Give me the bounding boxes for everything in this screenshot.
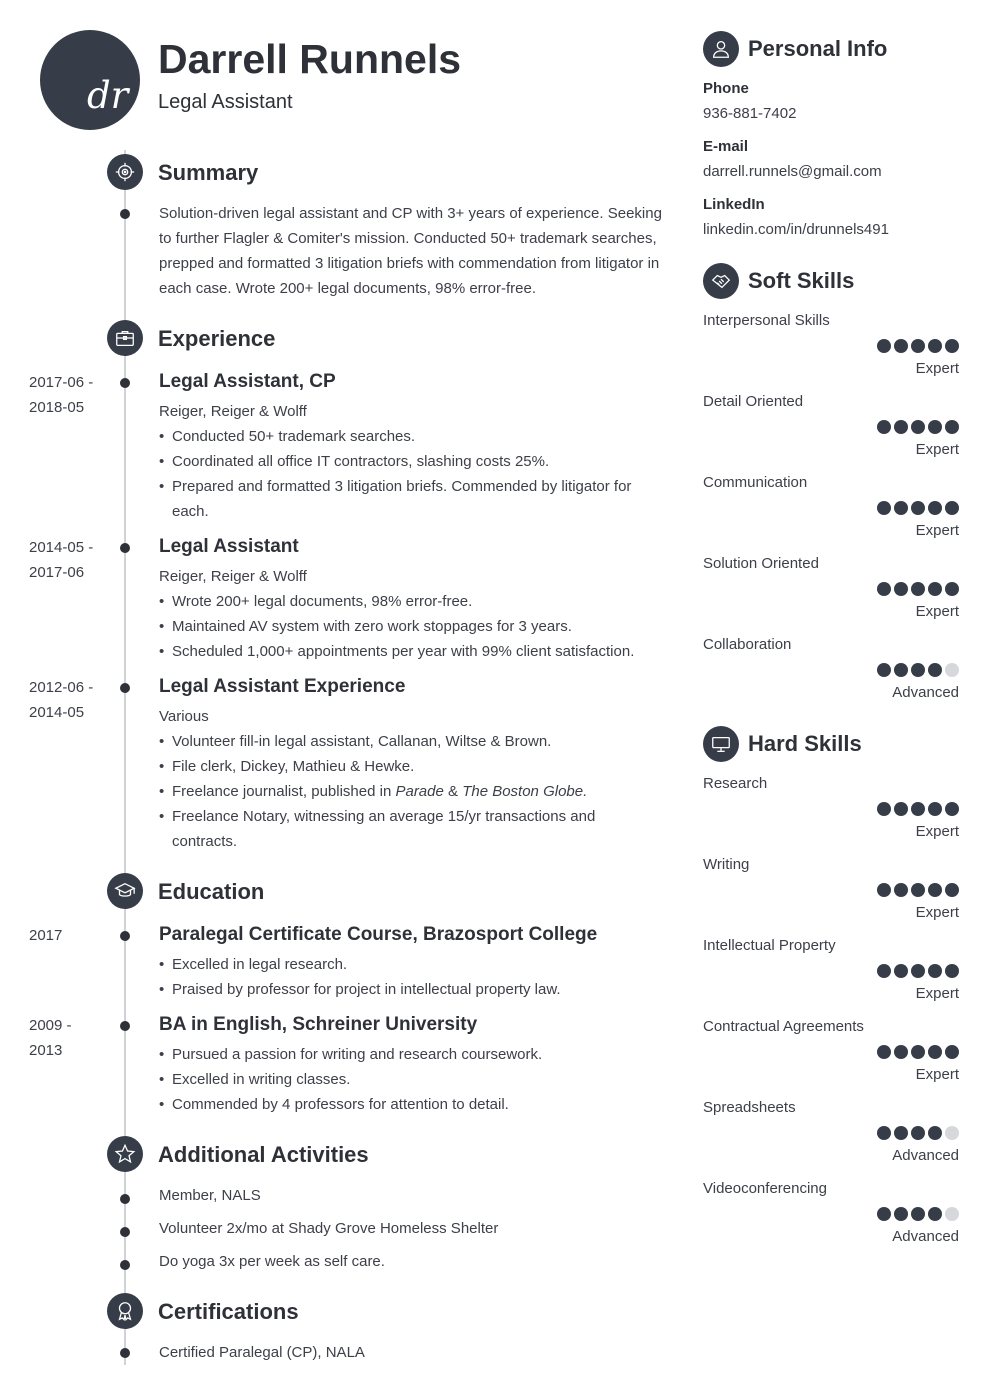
- summary-text: Solution-driven legal assistant and CP with 3+ years of experience. Seeking to further Flagler & Comiter's mission. Conducted 50+ trademark searches, prepped and formatted 3 litigation briefs with commendation from litigator in each case. Wrote 200+ legal documents, 98% error-free.: [159, 205, 662, 297]
- skill-rating: [877, 1126, 959, 1140]
- rating-dot-filled: [928, 339, 942, 353]
- rating-dot-filled: [945, 1045, 959, 1059]
- education-heading: Education: [158, 879, 265, 904]
- rating-dot-filled: [894, 1207, 908, 1221]
- job-date-start: 2014-05 -: [29, 539, 94, 556]
- rating-dot-filled: [945, 883, 959, 897]
- job-bullet: • Freelance Notary, witnessing an average 15/yr transactions and contracts.: [159, 804, 639, 854]
- activity-item: Member, NALS: [159, 1187, 261, 1204]
- rating-dot-filled: [877, 802, 891, 816]
- skill-name: Solution Oriented: [703, 555, 819, 572]
- hard-skills-heading: Hard Skills: [748, 731, 862, 756]
- rating-dot-filled: [894, 663, 908, 677]
- edu-title: Paralegal Certificate Course, Brazosport College: [159, 924, 598, 945]
- rating-dot-filled: [894, 802, 908, 816]
- rating-dot-filled: [911, 420, 925, 434]
- rating-dot-filled: [928, 582, 942, 596]
- rating-dot-filled: [945, 582, 959, 596]
- job-date-start: 2017-06 -: [29, 374, 94, 391]
- rating-dot-filled: [894, 420, 908, 434]
- rating-dot-filled: [877, 420, 891, 434]
- candidate-name: Darrell Runnels: [158, 36, 462, 82]
- skill-rating: [877, 802, 959, 816]
- certifications-heading: Certifications: [158, 1299, 299, 1324]
- skill-name: Contractual Agreements: [703, 1018, 864, 1035]
- rating-dot-filled: [911, 501, 925, 515]
- rating-dot-filled: [928, 501, 942, 515]
- initials-text: dr: [87, 74, 129, 117]
- email-value: darrell.runnels@gmail.com: [703, 163, 882, 180]
- skill-rating: [877, 663, 959, 677]
- rating-dot-empty: [945, 1207, 959, 1221]
- activity-item: Volunteer 2x/mo at Shady Grove Homeless Shelter: [159, 1220, 499, 1237]
- timeline-dot: [120, 378, 130, 388]
- job-company: Reiger, Reiger & Wolff: [159, 568, 307, 585]
- rating-dot-filled: [911, 802, 925, 816]
- rating-dot-filled: [894, 582, 908, 596]
- edu-bullet: • Excelled in legal research.: [159, 952, 669, 977]
- skill-level: Expert: [915, 522, 959, 539]
- star-icon: [107, 1136, 143, 1172]
- rating-dot-filled: [911, 1045, 925, 1059]
- skill-rating: [877, 582, 959, 596]
- job-date-end: 2017-06: [29, 564, 85, 581]
- skill-rating: [877, 339, 959, 353]
- skill-level: Advanced: [892, 684, 959, 701]
- timeline-dot: [120, 1021, 130, 1031]
- skill-rating: [877, 964, 959, 978]
- timeline-dot: [120, 1194, 130, 1204]
- email-label: E-mail: [703, 138, 749, 155]
- job-date-end: 2014-05: [29, 704, 85, 721]
- rating-dot-filled: [928, 883, 942, 897]
- skill-name: Collaboration: [703, 636, 792, 653]
- rating-dot-filled: [877, 582, 891, 596]
- handshake-icon: [703, 263, 739, 299]
- certification-item: Certified Paralegal (CP), NALA: [159, 1344, 365, 1361]
- rating-dot-filled: [894, 883, 908, 897]
- rating-dot-filled: [911, 663, 925, 677]
- skill-rating: [877, 420, 959, 434]
- skill-level: Expert: [915, 985, 959, 1002]
- rating-dot-filled: [945, 501, 959, 515]
- publication-name: The Boston Globe.: [462, 783, 588, 800]
- job-bullet: • Conducted 50+ trademark searches.: [159, 424, 669, 449]
- job-company: Reiger, Reiger & Wolff: [159, 403, 307, 420]
- skill-rating: [877, 883, 959, 897]
- rating-dot-filled: [945, 802, 959, 816]
- rating-dot-filled: [877, 1045, 891, 1059]
- skill-level: Advanced: [892, 1147, 959, 1164]
- rating-dot-filled: [911, 339, 925, 353]
- skill-name: Research: [703, 775, 768, 792]
- job-bullet: • Scheduled 1,000+ appointments per year with 99% client satisfaction.: [159, 639, 669, 664]
- rating-dot-filled: [877, 663, 891, 677]
- rating-dot-empty: [945, 1126, 959, 1140]
- rating-dot-filled: [945, 964, 959, 978]
- rating-dot-filled: [877, 339, 891, 353]
- timeline-dot: [120, 683, 130, 693]
- job-bullet: • Volunteer fill-in legal assistant, Callanan, Wiltse & Brown.: [159, 729, 669, 754]
- skill-name: Writing: [703, 856, 750, 873]
- timeline-dot: [120, 1260, 130, 1270]
- rating-dot-filled: [894, 1126, 908, 1140]
- job-bullet: • File clerk, Dickey, Mathieu & Hewke.: [159, 754, 669, 779]
- job-bullet: [159, 779, 669, 804]
- timeline-dot: [120, 1348, 130, 1358]
- rating-dot-filled: [928, 1126, 942, 1140]
- rating-dot-filled: [894, 339, 908, 353]
- timeline-dot: [120, 543, 130, 553]
- phone-value: 936-881-7402: [703, 105, 797, 122]
- skill-name: Videoconferencing: [703, 1180, 827, 1197]
- skill-level: Advanced: [892, 1228, 959, 1245]
- experience-heading: Experience: [158, 326, 276, 351]
- skill-rating: [877, 1045, 959, 1059]
- rating-dot-filled: [928, 964, 942, 978]
- rating-dot-filled: [928, 802, 942, 816]
- rating-dot-filled: [945, 339, 959, 353]
- skill-level: Expert: [915, 904, 959, 921]
- timeline-dot: [120, 1227, 130, 1237]
- rating-dot-filled: [894, 501, 908, 515]
- skill-name: Intellectual Property: [703, 937, 836, 954]
- rating-dot-filled: [911, 1207, 925, 1221]
- rating-dot-filled: [928, 1045, 942, 1059]
- rating-dot-filled: [945, 420, 959, 434]
- job-bullet: • Maintained AV system with zero work stoppages for 3 years.: [159, 614, 669, 639]
- rating-dot-filled: [928, 663, 942, 677]
- rating-dot-filled: [911, 883, 925, 897]
- job-bullet: • Wrote 200+ legal documents, 98% error-free.: [159, 589, 669, 614]
- personal-info-heading: Personal Info: [748, 36, 888, 61]
- timeline-dot: [120, 209, 130, 219]
- job-title: Legal Assistant: [159, 536, 299, 557]
- rating-dot-filled: [877, 964, 891, 978]
- edu-date-start: 2009 -: [29, 1017, 72, 1034]
- skill-rating: [877, 501, 959, 515]
- edu-bullet: • Pursued a passion for writing and research coursework.: [159, 1042, 669, 1067]
- briefcase-icon: [107, 320, 143, 356]
- person-icon: [703, 31, 739, 67]
- skill-level: Expert: [915, 360, 959, 377]
- skill-level: Expert: [915, 441, 959, 458]
- activities-heading: Additional Activities: [158, 1142, 369, 1167]
- edu-bullet: • Excelled in writing classes.: [159, 1067, 669, 1092]
- edu-bullet: • Praised by professor for project in intellectual property law.: [159, 977, 669, 1002]
- rating-dot-empty: [945, 663, 959, 677]
- timeline-dot: [120, 931, 130, 941]
- target-icon: [107, 154, 143, 190]
- publication-name: Parade: [395, 783, 444, 800]
- skill-level: Expert: [915, 823, 959, 840]
- summary-heading: Summary: [158, 160, 259, 185]
- skill-level: Expert: [915, 1066, 959, 1083]
- job-title: Legal Assistant, CP: [159, 371, 336, 392]
- rating-dot-filled: [911, 964, 925, 978]
- activity-item: Do yoga 3x per week as self care.: [159, 1253, 385, 1270]
- rating-dot-filled: [877, 501, 891, 515]
- rating-dot-filled: [877, 883, 891, 897]
- edu-date: 2017: [29, 927, 63, 944]
- job-company: Various: [159, 708, 209, 725]
- publication-separator: &: [443, 783, 463, 800]
- skill-rating: [877, 1207, 959, 1221]
- edu-title: BA in English, Schreiner University: [159, 1014, 478, 1035]
- rating-dot-filled: [894, 1045, 908, 1059]
- skill-level: Expert: [915, 603, 959, 620]
- rating-dot-filled: [911, 1126, 925, 1140]
- job-date-start: 2012-06 -: [29, 679, 94, 696]
- job-bullet: • Prepared and formatted 3 litigation briefs. Commended by litigator for each.: [159, 474, 639, 524]
- soft-skills-heading: Soft Skills: [748, 268, 855, 293]
- job-bullet: • Coordinated all office IT contractors, slashing costs 25%.: [159, 449, 669, 474]
- rating-dot-filled: [877, 1207, 891, 1221]
- linkedin-label: LinkedIn: [703, 196, 765, 213]
- rating-dot-filled: [928, 1207, 942, 1221]
- skill-name: Detail Oriented: [703, 393, 804, 410]
- job-title: Legal Assistant Experience: [159, 676, 406, 697]
- initials-logo: [40, 30, 140, 130]
- linkedin-value: linkedin.com/in/drunnels491: [703, 221, 889, 238]
- skill-name: Interpersonal Skills: [703, 312, 830, 329]
- rating-dot-filled: [877, 1126, 891, 1140]
- rating-dot-filled: [894, 964, 908, 978]
- rating-dot-filled: [928, 420, 942, 434]
- graduation-cap-icon: [107, 873, 143, 909]
- phone-label: Phone: [703, 80, 749, 97]
- rating-dot-filled: [911, 582, 925, 596]
- edu-date-end: 2013: [29, 1042, 63, 1059]
- monitor-icon: [703, 726, 739, 762]
- skill-name: Communication: [703, 474, 808, 491]
- skill-name: Spreadsheets: [703, 1099, 796, 1116]
- job-bullet-text: Freelance journalist, published in: [172, 783, 396, 800]
- award-ribbon-icon: [107, 1293, 143, 1329]
- candidate-title: Legal Assistant: [158, 91, 293, 113]
- edu-bullet: • Commended by 4 professors for attention to detail.: [159, 1092, 669, 1117]
- job-date-end: 2018-05: [29, 399, 85, 416]
